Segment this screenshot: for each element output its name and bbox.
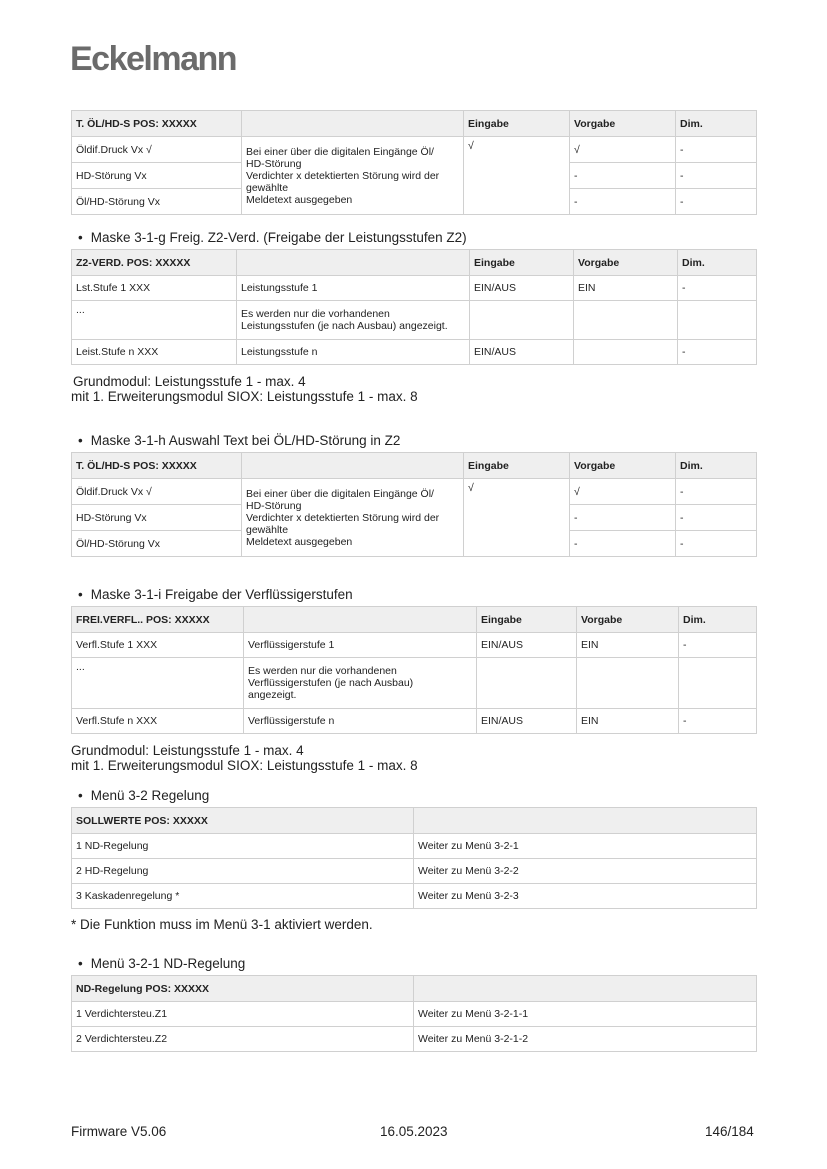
col-dim: Dim. [676,453,757,479]
table-header [72,250,757,276]
row-label: Öl/HD-Störung Vx [72,531,242,557]
dim-value: - [676,189,757,215]
menu-item-target: Weiter zu Menü 3-2-2 [414,859,757,884]
eingabe-value: EIN/AUS [470,340,574,365]
table-header [72,976,757,1002]
vorgabe-value: EIN [577,633,679,658]
dim-value: - [676,137,757,163]
section-heading-3-1-i: • Maske 3-1-i Freigabe der Verflüssigerstufen [78,587,353,602]
col-vorgabe: Vorgabe [570,453,676,479]
table-row [72,276,757,301]
note-siox: mit 1. Erweiterungsmodul SIOX: Leistungsstufe 1 - max. 8 [71,389,418,404]
col-vorgabe: Vorgabe [574,250,678,276]
table-row [72,709,757,734]
menu-item-label: 2 HD-Regelung [72,859,414,884]
table-header [72,453,757,479]
table-title: SOLLWERTE POS: XXXXX [72,808,414,834]
table-header [72,111,757,137]
eingabe-value: EIN/AUS [470,276,574,301]
table-nd-regelung [71,975,756,1052]
table-row [72,633,757,658]
vorgabe-value: - [570,163,676,189]
table-row [72,479,757,505]
col-vorgabe: Vorgabe [570,111,676,137]
table-oel-hd-stoerung-2 [71,452,756,557]
col-vorgabe: Vorgabe [577,607,679,633]
row-description: Es werden nur die vorhandenen Verflüssigerstufen (je nach Ausbau) angezeigt. [244,658,477,709]
vorgabe-value: √ [570,479,676,505]
section-heading-3-2: • Menü 3-2 Regelung [78,788,209,803]
col-dim: Dim. [676,111,757,137]
section-heading-3-2-1: • Menü 3-2-1 ND-Regelung [78,956,245,971]
table-title: T. ÖL/HD-S POS: XXXXX [72,111,242,137]
menu-item-target: Weiter zu Menü 3-2-3 [414,884,757,909]
note-grundmodul: Grundmodul: Leistungsstufe 1 - max. 4 [73,374,306,389]
col-eingabe: Eingabe [464,111,570,137]
menu-item-label: 2 Verdichtersteu.Z2 [72,1027,414,1052]
table-row [72,834,757,859]
table-header [72,808,757,834]
eckelmann-logo: Eckelmann [70,40,237,78]
footer-date: 16.05.2023 [380,1124,448,1139]
menu-item-target: Weiter zu Menü 3-2-1 [414,834,757,859]
row-description: Leistungsstufe n [237,340,470,365]
footer-page-number: 146/184 [705,1124,754,1139]
table-title: Z2-VERD. POS: XXXXX [72,250,237,276]
table-sollwerte [71,807,756,909]
table-row [72,340,757,365]
vorgabe-value: - [570,189,676,215]
dim-value: - [676,505,757,531]
col-eingabe: Eingabe [464,453,570,479]
eingabe-value: EIN/AUS [477,709,577,734]
footer-firmware: Firmware V5.06 [71,1124,167,1139]
eingabe-value: √ [464,479,570,557]
row-label: Öl/HD-Störung Vx [72,189,242,215]
eingabe-value: EIN/AUS [477,633,577,658]
col-eingabe: Eingabe [477,607,577,633]
dim-value: - [676,479,757,505]
row-description: Es werden nur die vorhandenen Leistungsstufen (je nach Ausbau) angezeigt. [237,301,470,340]
row-label: Leist.Stufe n XXX [72,340,237,365]
row-label: ... [72,658,244,709]
row-label: HD-Störung Vx [72,505,242,531]
menu-item-target: Weiter zu Menü 3-2-1-1 [414,1002,757,1027]
table-row [72,1002,757,1027]
dim-value: - [679,633,757,658]
vorgabe-value: - [570,531,676,557]
vorgabe-value: √ [570,137,676,163]
row-label: Öldif.Druck Vx √ [72,479,242,505]
menu-item-label: 1 Verdichtersteu.Z1 [72,1002,414,1027]
row-label: Verfl.Stufe 1 XXX [72,633,244,658]
table-row [72,884,757,909]
col-eingabe: Eingabe [470,250,574,276]
row-description: Bei einer über die digitalen Eingänge Öl/ HD-Störung Verdichter x detektierten Störung wird der gewählte Meldetext ausgegeben [242,137,464,215]
table-frei-verfl [71,606,756,734]
vorgabe-value: - [570,505,676,531]
note-siox: mit 1. Erweiterungsmodul SIOX: Leistungsstufe 1 - max. 8 [71,758,418,773]
table-oel-hd-stoerung-1 [71,110,756,215]
section-heading-3-1-g: • Maske 3-1-g Freig. Z2-Verd. (Freigabe der Leistungsstufen Z2) [78,230,467,245]
section-heading-3-1-h: • Maske 3-1-h Auswahl Text bei ÖL/HD-Störung in Z2 [78,433,400,448]
menu-item-target: Weiter zu Menü 3-2-1-2 [414,1027,757,1052]
table-row [72,859,757,884]
dim-value: - [676,531,757,557]
dim-value: - [678,340,757,365]
footnote-star: * Die Funktion muss im Menü 3-1 aktiviert werden. [71,917,373,932]
dim-value: - [678,276,757,301]
table-z2-verd [71,249,756,365]
row-description: Leistungsstufe 1 [237,276,470,301]
row-description: Verflüssigerstufe n [244,709,477,734]
dim-value: - [679,709,757,734]
dim-value: - [676,163,757,189]
row-description: Bei einer über die digitalen Eingänge Öl/ HD-Störung Verdichter x detektierten Störung wird der gewählte Meldetext ausgegeben [242,479,464,557]
row-label: ... [72,301,237,340]
row-label: Lst.Stufe 1 XXX [72,276,237,301]
col-dim: Dim. [678,250,757,276]
eingabe-value: √ [464,137,570,215]
table-row [72,301,757,340]
note-grundmodul: Grundmodul: Leistungsstufe 1 - max. 4 [71,743,304,758]
table-header [72,607,757,633]
menu-item-label: 1 ND-Regelung [72,834,414,859]
table-row [72,1027,757,1052]
table-row [72,137,757,163]
table-title: FREI.VERFL.. POS: XXXXX [72,607,244,633]
table-row [72,658,757,709]
table-title: ND-Regelung POS: XXXXX [72,976,414,1002]
vorgabe-value: EIN [577,709,679,734]
table-title: T. ÖL/HD-S POS: XXXXX [72,453,242,479]
vorgabe-value: EIN [574,276,678,301]
col-dim: Dim. [679,607,757,633]
menu-item-label: 3 Kaskadenregelung * [72,884,414,909]
row-label: HD-Störung Vx [72,163,242,189]
row-label: Verfl.Stufe n XXX [72,709,244,734]
row-label: Öldif.Druck Vx √ [72,137,242,163]
row-description: Verflüssigerstufe 1 [244,633,477,658]
